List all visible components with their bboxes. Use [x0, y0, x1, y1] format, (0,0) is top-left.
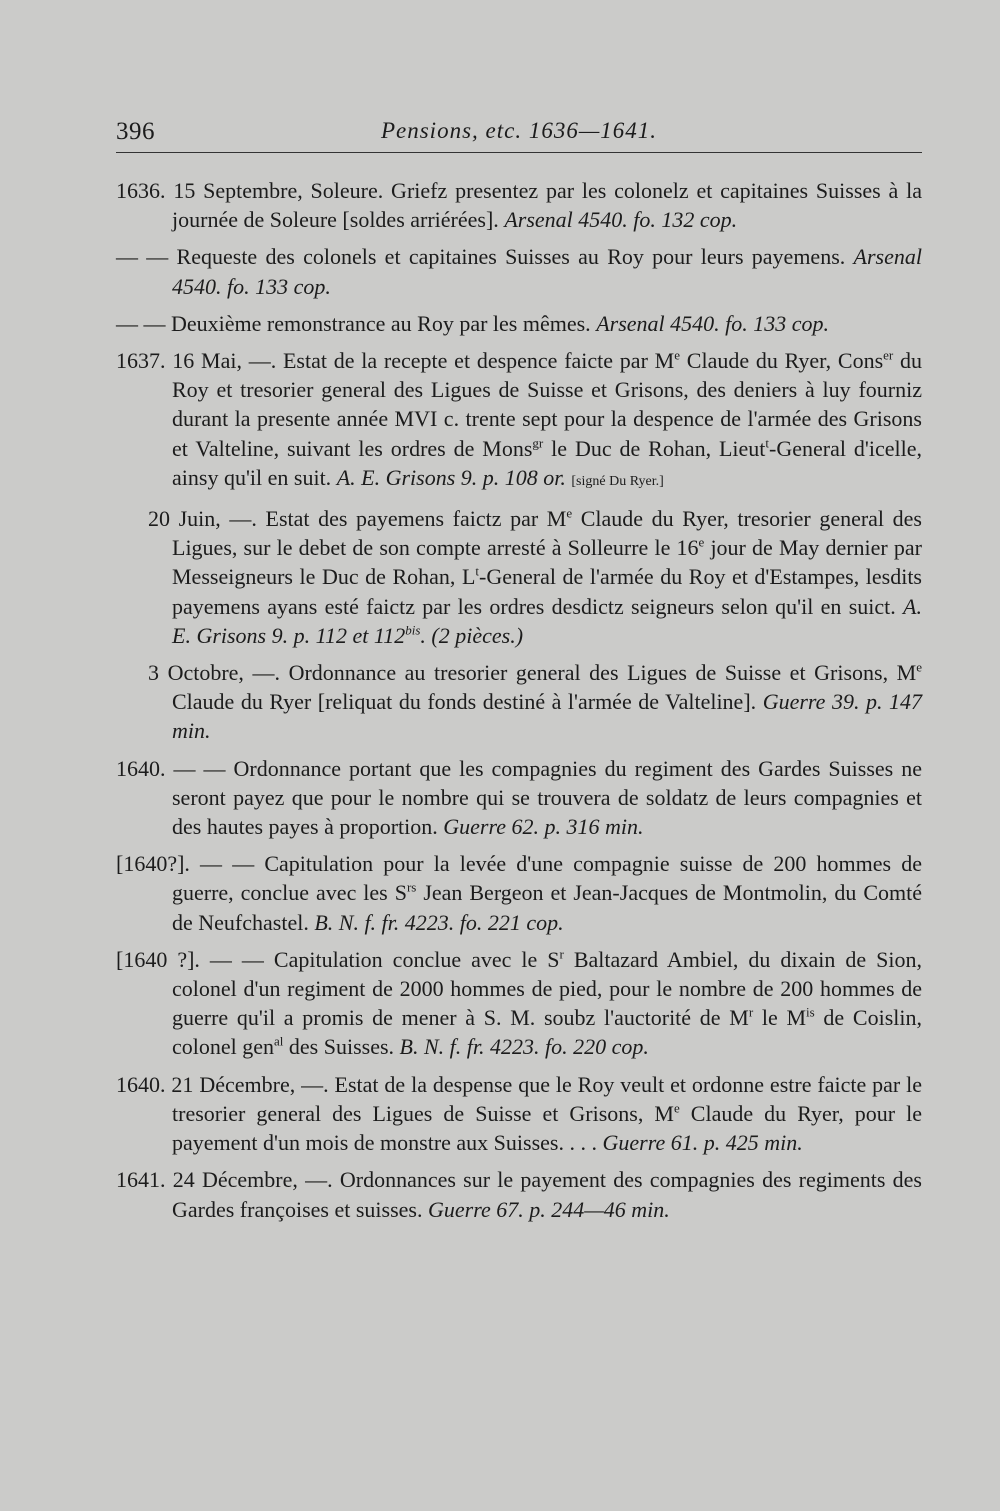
entry-text: Claude du Ryer, tresorier general des Ligues, sur le debet de son compte arresté à Solleurre le 16 — [172, 506, 922, 561]
entry-1637-juin — [116, 504, 922, 650]
entry-reference: Arsenal 4540. fo. 133 cop. — [172, 244, 922, 299]
entry-reference: A. E. Grisons 9. p. 108 or. — [336, 464, 566, 490]
superscript: er — [883, 347, 894, 363]
entry-text: Claude du Ryer, Cons — [680, 348, 884, 374]
superscript: e — [698, 534, 705, 550]
superscript: e — [916, 659, 922, 675]
superscript: al — [274, 1034, 284, 1050]
entry-reference: B. N. f. fr. 4223. fo. 220 cop. — [399, 1034, 649, 1060]
superscript: is — [806, 1004, 815, 1020]
superscript: e — [673, 1100, 680, 1116]
entry-text: le M — [753, 1005, 807, 1031]
entry-text: du Roy et tresorier general des Ligues de Suisse et Grisons, des deniers à luy fourniz durant la presente année MVI c. trente sept pour la despence de l'armée des Grisons et Valteline, suivant les ordres de Mons — [172, 348, 922, 461]
entry-reference: A. E. Grisons 9. p. 112 et 112 — [172, 593, 922, 648]
superscript: bis — [405, 622, 421, 638]
entry-reference: Arsenal 4540. fo. 133 cop. — [596, 310, 830, 336]
entry-text: Claude du Ryer [reliquat du fonds destiné à l'armée de Valteline]. — [172, 689, 763, 715]
entry-text: 1636. 15 Septembre, Soleure. Griefz presentez par les colonelz et capitaines Suisses à la journée de Soleure [soldes arriérées]. — [116, 178, 922, 233]
entry-text: le Duc de Rohan, Lieut — [543, 435, 766, 461]
entry-text: 1640. 21 Décembre, —. Estat de la despense que le Roy veult et ordonne estre faicte par le tresorier general des Ligues de Suisse et Grisons, M — [116, 1071, 922, 1126]
entry-text: — — Deuxième remonstrance au Roy par les mêmes. — [116, 310, 597, 336]
entry-reference: Arsenal 4540. fo. 132 cop. — [504, 207, 738, 233]
entry-text: 1641. 24 Décembre, —. Ordonnances sur le payement des compagnies des regiments des Gardes françoises et suisses. — [116, 1167, 922, 1222]
entry-reference: Guerre 62. p. 316 min. — [443, 814, 644, 840]
entry-1640-gardes-suisses — [116, 754, 922, 842]
superscript: t — [475, 564, 480, 580]
entry-text: -General de l'armée du Roy et d'Estampes, lesdits payemens ayans esté faictz par les ordres desdictz seigneurs selon qu'il en suict. — [172, 564, 922, 619]
entry-1640-capitulation-ambiel — [116, 945, 922, 1062]
entry-text: -General d'icelle, ainsy qu'il en suit. — [172, 435, 922, 490]
entry-reference: B. N. f. fr. 4223. fo. 221 cop. — [314, 909, 564, 935]
superscript: e — [566, 505, 573, 521]
entry-text: Claude du Ryer, pour le payement d'un mois de monstre aux Suisses. . . . — [172, 1100, 922, 1156]
entry-text: 1637. 16 Mai, —. Estat de la recepte et despence faicte par M — [116, 348, 675, 374]
entry-1641-decembre — [116, 1165, 922, 1223]
entry-1637-octobre — [116, 658, 922, 746]
superscript: t — [765, 435, 770, 451]
entry-text: Jean Bergeon et Jean-Jacques de Montmolin, du Comté de Neufchastel. — [172, 880, 922, 935]
entry-deuxieme-remonstrance — [116, 309, 922, 338]
entry-text: jour de May dernier par Messeigneurs le Duc de Rohan, L — [172, 535, 922, 590]
entry-reference: Guerre 39. p. 147 min. — [172, 689, 922, 744]
body-text — [116, 176, 922, 1232]
superscript: e — [674, 347, 681, 363]
entry-reference: Guerre 67. p. 244—46 min. — [428, 1196, 670, 1222]
superscript: r — [748, 1004, 754, 1020]
entry-text: [1640?]. — — Capitulation pour la levée d'une compagnie suisse de 200 hommes de guerre, conclue avec les S — [116, 851, 922, 906]
entry-text: — — Requeste des colonels et capitaines Suisses au Roy pour leurs payemens. — [116, 244, 854, 270]
page-header — [116, 116, 922, 153]
entry-reference: . (2 pièces.) — [420, 622, 524, 648]
entry-text: Baltazard Ambiel, du dixain de Sion, colonel d'un regiment de 2000 hommes de pied, pour le nombre de 200 hommes de guerre qu'il a promis de mener à S. M. soubz l'auctorité de M — [172, 946, 922, 1031]
entry-text: 1640. — — Ordonnance portant que les compagnies du regiment des Gardes Suisses ne seront payez que pour le nombre qui se trouvera de soldatz de leurs compagnies et des hautes payes à proportion. — [116, 755, 922, 840]
entry-1636-soleure — [116, 176, 922, 234]
entry-note: [signé Du Ryer.] — [571, 473, 664, 489]
entry-reference: Guerre 61. p. 425 min. — [602, 1130, 803, 1156]
entry-text: [1640 ?]. — — Capitulation conclue avec le S — [116, 946, 560, 972]
entry-1640-decembre — [116, 1070, 922, 1158]
superscript: gr — [532, 435, 544, 451]
superscript: r — [559, 946, 564, 962]
entry-requeste — [116, 242, 922, 300]
entry-text: 3 Octobre, —. Ordonnance au tresorier general des Ligues de Suisse et Grisons, M — [148, 660, 917, 686]
entry-1640-capitulation-bergeon — [116, 849, 922, 937]
entry-1637-mai — [116, 346, 922, 496]
entry-text: 20 Juin, —. Estat des payemens faictz par M — [148, 506, 567, 532]
superscript: rs — [406, 880, 417, 896]
entry-text: de Coislin, colonel gen — [172, 1005, 922, 1060]
entry-text: des Suisses. — [283, 1034, 400, 1060]
running-head: Pensions, etc. 1636—1641. — [380, 118, 658, 143]
page-number: 396 — [116, 118, 155, 145]
